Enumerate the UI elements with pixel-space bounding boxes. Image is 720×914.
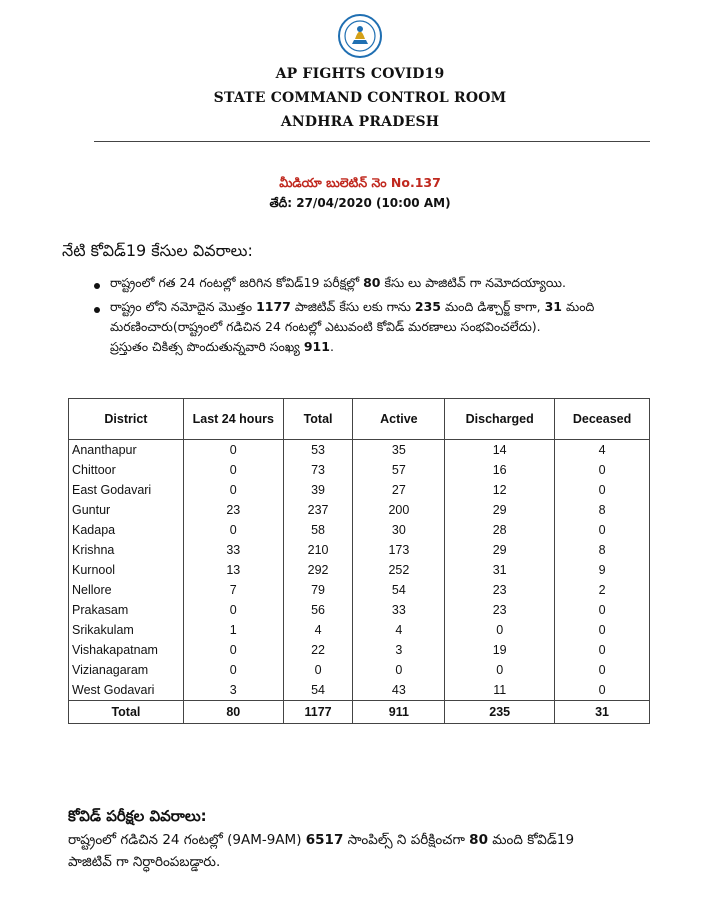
table-row — [69, 440, 650, 461]
table-cell: 27 — [353, 480, 445, 500]
table-cell: 0 — [183, 440, 283, 461]
table-row — [69, 560, 650, 580]
table-cell: 16 — [445, 460, 555, 480]
table-cell: 0 — [555, 640, 650, 660]
bulletin-date — [0, 196, 720, 213]
table-cell: 1 — [183, 620, 283, 640]
table-cell: 0 — [555, 520, 650, 540]
table-cell: 0 — [445, 620, 555, 640]
date-value: 27/04/2020 (10:00 AM) — [296, 196, 451, 210]
district-cell: Vizianagaram — [69, 660, 184, 680]
table-cell: 237 — [283, 500, 353, 520]
table-cell: 56 — [283, 600, 353, 620]
table-cell: 0 — [445, 660, 555, 680]
table-cell: 252 — [353, 560, 445, 580]
table-cell: 200 — [353, 500, 445, 520]
table-cell: 0 — [555, 600, 650, 620]
table-cell: 28 — [445, 520, 555, 540]
table-cell: 0 — [183, 520, 283, 540]
table-row — [69, 680, 650, 701]
column-header: Discharged — [445, 399, 555, 440]
bullet-icon — [94, 307, 100, 313]
total-label: Total — [69, 701, 184, 724]
table-cell: 23 — [445, 600, 555, 620]
table-cell: 4 — [353, 620, 445, 640]
district-cell: Chittoor — [69, 460, 184, 480]
table-cell: 0 — [183, 660, 283, 680]
district-cell: East Godavari — [69, 480, 184, 500]
table-cell: 4 — [555, 440, 650, 461]
table-cell: 54 — [353, 580, 445, 600]
table-total-row — [69, 701, 650, 724]
date-label: తేదీ: — [269, 196, 293, 210]
table-row — [69, 580, 650, 600]
table-cell: 73 — [283, 460, 353, 480]
district-cell: Kadapa — [69, 520, 184, 540]
district-cell: Srikakulam — [69, 620, 184, 640]
ap-emblem-icon — [338, 12, 382, 60]
table-cell: 12 — [445, 480, 555, 500]
column-header: Active — [353, 399, 445, 440]
section1-title: నేటి కోవిడ్19 కేసుల వివరాలు: — [62, 241, 253, 260]
table-cell: 292 — [283, 560, 353, 580]
district-cell: Prakasam — [69, 600, 184, 620]
table-cell: 58 — [283, 520, 353, 540]
district-cell: Ananthapur — [69, 440, 184, 461]
table-cell: 1177 — [283, 701, 353, 724]
bullet-item-2: రాష్ట్రం లోని నమోదైన మొత్తం 1177 పాజిటివ్ కేసు లకు గాను 235 మంది డిశ్చార్జ్ కాగా, 31 మంది మరణించారు(రాష్ట్రంలో గడిచిన 24 గంటల్లో ఎటువంటి కోవిడ్ మరణాలు సంభవించలేదు). ప్రస్తుతం చికిత్స పొందుతున్నవారి సంఖ్య 911. — [110, 299, 595, 354]
table-row — [69, 600, 650, 620]
section2-title: కోవిడ్ పరీక్షల వివరాలు: — [68, 807, 207, 825]
table-cell: 8 — [555, 540, 650, 560]
table-row — [69, 620, 650, 640]
table-cell: 0 — [555, 680, 650, 701]
column-header: Deceased — [555, 399, 650, 440]
table-cell: 14 — [445, 440, 555, 461]
table-cell: 31 — [445, 560, 555, 580]
table-cell: 53 — [283, 440, 353, 461]
table-cell: 79 — [283, 580, 353, 600]
table-cell: 0 — [555, 620, 650, 640]
table-cell: 80 — [183, 701, 283, 724]
column-header: District — [69, 399, 184, 440]
table-cell: 4 — [283, 620, 353, 640]
district-cell: Krishna — [69, 540, 184, 560]
table-cell: 0 — [555, 460, 650, 480]
district-cell: Guntur — [69, 500, 184, 520]
table-cell: 0 — [353, 660, 445, 680]
district-cell: Vishakapatnam — [69, 640, 184, 660]
table-cell: 33 — [183, 540, 283, 560]
table-row — [69, 480, 650, 500]
district-cell: West Godavari — [69, 680, 184, 701]
table-cell: 3 — [353, 640, 445, 660]
table-row — [69, 460, 650, 480]
header-divider — [94, 141, 650, 142]
table-header-row — [69, 399, 650, 440]
table-cell: 13 — [183, 560, 283, 580]
bullet-item-1: రాష్ట్రంలో గత 24 గంటల్లో జరిగిన కోవిడ్19 పరీక్షల్లో 80 కేసు లు పాజిటివ్ గా నమోదయ్యాయి. — [110, 275, 566, 290]
table-cell: 0 — [555, 660, 650, 680]
table-cell: 0 — [555, 480, 650, 500]
table-cell: 54 — [283, 680, 353, 701]
section2-paragraph: రాష్ట్రంలో గడిచిన 24 గంటల్లో (9AM-9AM) 6517 సాంపిల్స్ ని పరీక్షించగా 80 మంది కోవిడ్19 పాజిటివ్ గా నిర్ధారింపబడ్డారు. — [68, 832, 575, 870]
header-line1: AP FIGHTS COVID19 — [275, 66, 445, 82]
table-cell: 0 — [183, 460, 283, 480]
bullet-icon — [94, 283, 100, 289]
table-row — [69, 540, 650, 560]
table-cell: 57 — [353, 460, 445, 480]
table-row — [69, 520, 650, 540]
table-cell: 0 — [183, 480, 283, 500]
bulletin-number: మీడియా బులెటిన్ నెం No.137 — [279, 175, 441, 190]
table-row — [69, 640, 650, 660]
district-cell: Nellore — [69, 580, 184, 600]
table-cell: 173 — [353, 540, 445, 560]
table-cell: 31 — [555, 701, 650, 724]
header-line2: STATE COMMAND CONTROL ROOM — [213, 90, 507, 106]
table-cell: 0 — [283, 660, 353, 680]
district-cell: Kurnool — [69, 560, 184, 580]
table-cell: 0 — [183, 640, 283, 660]
table-row — [69, 660, 650, 680]
column-header: Total — [283, 399, 353, 440]
table-cell: 23 — [183, 500, 283, 520]
table-cell: 8 — [555, 500, 650, 520]
table-cell: 22 — [283, 640, 353, 660]
table-cell: 29 — [445, 540, 555, 560]
table-cell: 19 — [445, 640, 555, 660]
table-cell: 39 — [283, 480, 353, 500]
table-cell: 7 — [183, 580, 283, 600]
column-header: Last 24 hours — [183, 399, 283, 440]
header-line3: ANDHRA PRADESH — [280, 114, 440, 130]
district-cases-table — [68, 398, 650, 724]
table-cell: 911 — [353, 701, 445, 724]
table-cell: 43 — [353, 680, 445, 701]
table-cell: 235 — [445, 701, 555, 724]
table-cell: 11 — [445, 680, 555, 701]
table-cell: 210 — [283, 540, 353, 560]
table-cell: 9 — [555, 560, 650, 580]
table-cell: 23 — [445, 580, 555, 600]
table-cell: 29 — [445, 500, 555, 520]
table-cell: 3 — [183, 680, 283, 701]
table-cell: 2 — [555, 580, 650, 600]
table-cell: 35 — [353, 440, 445, 461]
table-row — [69, 500, 650, 520]
table-cell: 30 — [353, 520, 445, 540]
table-cell: 0 — [183, 600, 283, 620]
table-cell: 33 — [353, 600, 445, 620]
